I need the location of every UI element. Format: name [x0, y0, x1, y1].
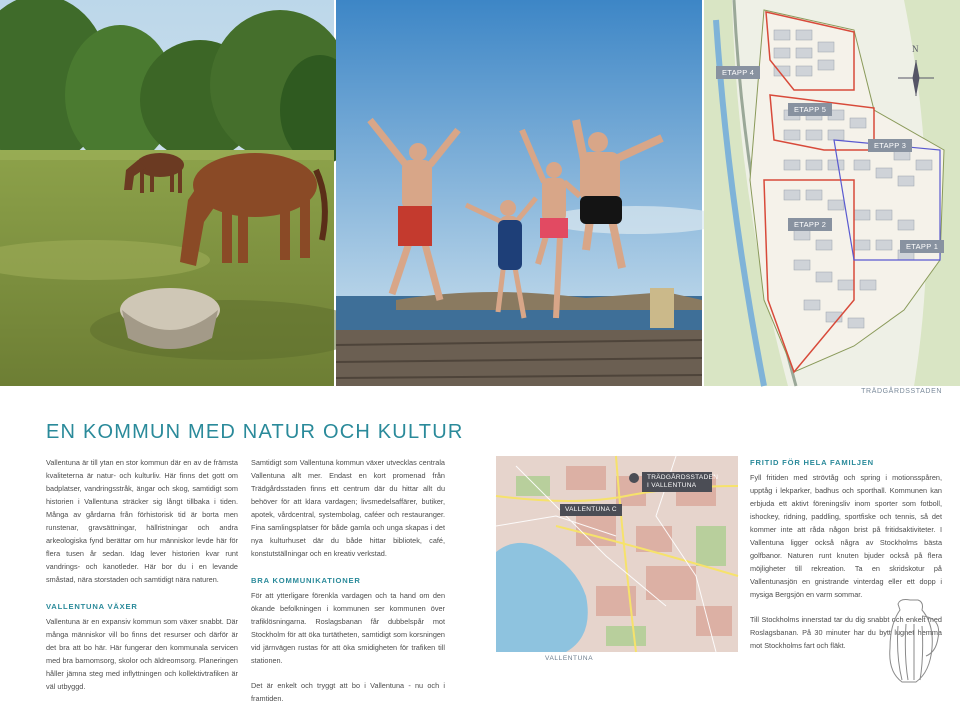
town-map [496, 456, 738, 652]
horses-photo [0, 0, 334, 386]
jumping-photo [336, 0, 702, 386]
site-map-caption: TRÄDGÅRDSSTADEN [861, 388, 942, 395]
column-intro [46, 456, 238, 693]
etapp-4-label: ETAPP 4 [716, 66, 760, 79]
jug-illustration-icon [880, 596, 944, 684]
center-paragraph: Samtidigt som Vallentuna kommun växer utvecklas centrala Vallentuna allt mer. Endast en kort promenad från Trädgårdsstaden finns ett centrum där du hittar allt du behöver för att klara vardagen; livsmedelsaffärer, butiker, apotek, vårdcentral, systembolag, caféer och restauranger. Fina samlingsplatser för både gamla och unga skapas i det nya kulturhuset där du både hittar bibliotek, café, konstutställningar och en kreativ verkstad. [251, 458, 445, 558]
town-map-caption: VALLENTUNA [545, 655, 594, 662]
column-center [251, 456, 445, 705]
etapp-2-label: ETAPP 2 [788, 218, 832, 231]
fritid-paragraph: Fyll fritiden med strövtåg och spring i motionsspåren, upptåg i lekparker, badhus och sporthall. Kommunen kan erbjuda ett aktivt föreningsliv inom sporter som fotboll, ishockey, ridning, paddling, sportfiske och tennis, så det kommer inte att råda någon brist på fritidsaktiviteter. I Vallentuna ligger också några av Stockholms bästa golfbanor. Naturen runt knuten bjuder också på flera möjligheter till rekreation. Ta en skridskotur på Vallentunasjön en gnistrande vinterdag eller ett dopp i mysiga Bergsjön en varm sommar. [750, 473, 942, 599]
page-title: EN KOMMUN MED NATUR OCH KULTUR [46, 421, 464, 443]
vaxer-paragraph: Vallentuna är en expansiv kommun som växer snabbt. Där många människor vill bo finns det resurser och därför är det bra att bo här. Här fungerar den kommunala servicen med bra barnomsorg, skolor och äldreomsorg. Planeringen håller jämna steg med inflyttningen och kollektivtrafiken är väl utbyggd. [46, 617, 238, 691]
etapp-1-label: ETAPP 1 [900, 240, 944, 253]
section-heading-fritid: FRITID FÖR HELA FAMILJEN [750, 458, 874, 467]
etapp-3-label: ETAPP 3 [868, 139, 912, 152]
tradgardsstaden-map-label: TRÄDGÅRDSSTADEN I VALLENTUNA [642, 472, 712, 492]
stockholm-paragraph: Till Stockholms innerstad tar du dig snabbt och enkelt med Roslagsbanan. På 30 minuter har du bytt lugnet hemma mot Stockholms fart och fläkt. [750, 615, 942, 650]
section-heading-vallentuna-vaxer: VALLENTUNA VÄXER [46, 602, 138, 611]
section-heading-kommunikationer: BRA KOMMUNIKATIONER [251, 576, 361, 585]
kommunikationer-paragraph: För att ytterligare förenkla vardagen och ta hand om den ökande befolkningen i kommunen ser kommunen över trafiklösningarna. Roslagsbanan får dubbelspår mot Stockholm för att öka turtätheten, samtidigt som korsningen vid järnvägen rustas för att öka smidigheten för trafiken till stationen. [251, 591, 445, 665]
intro-paragraph: Vallentuna är till ytan en stor kommun där en av de främsta kvaliteterna är natur- och kulturliv. Här finns det gott om badplatser, vandringsstråk, ängar och skog, samtidigt som historien i Vallentuna sträcker sig långt tillbaka i tiden. Många av gårdarna från förhistorisk tid är borta men runstenar, gravsättningar, hällristningar och andra arkeologiska fynd berättar om hur människor levde här för flera tusen år sedan. Idag lever historien kvar runt vandrings- och kanotleder. Här bor du i en levande småstad, nära storstaden och samtidigt nära naturen. [46, 458, 238, 584]
closing-paragraph: Det är enkelt och tryggt att bo i Vallentuna - nu och i framtiden. [251, 681, 445, 703]
etapp-5-label: ETAPP 5 [788, 103, 832, 116]
site-plan-map [704, 0, 960, 386]
north-label: N [912, 44, 919, 54]
vallentuna-c-map-label: VALLENTUNA C [560, 504, 622, 516]
